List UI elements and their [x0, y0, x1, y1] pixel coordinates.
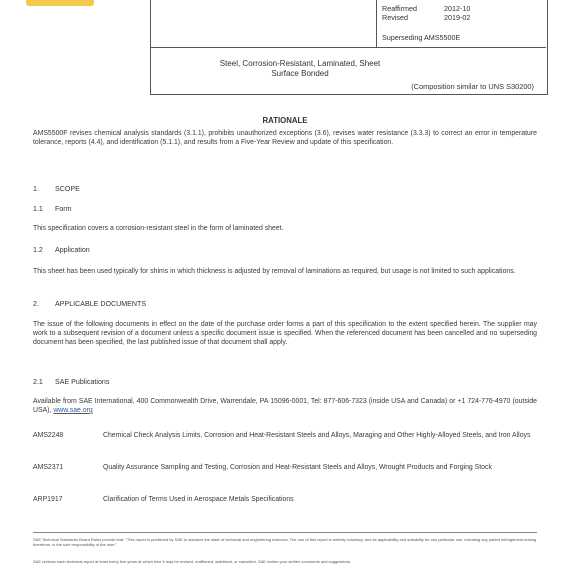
reaffirmed-label: Reaffirmed	[382, 4, 418, 13]
footer-review-note: SAE reviews each technical report at least every five years at which time it may be revised, reaffirmed, stabilized, or cancelled. SAE invites your written comments and suggestions.	[33, 559, 352, 564]
section-number: 1.1	[33, 205, 43, 213]
reaffirmed-row	[382, 4, 470, 13]
header-divider	[376, 0, 377, 47]
title-line-2: Surface Bonded	[271, 68, 329, 78]
composition: (Composition similar to UNS S30200)	[411, 82, 534, 91]
section-title: SAE Publications	[55, 378, 110, 386]
section-2-1-text	[33, 398, 537, 416]
section-number: 1.	[33, 185, 39, 193]
rationale-heading: RATIONALE	[262, 116, 308, 125]
section-1-1-heading	[33, 205, 72, 213]
reference-description: Clarification of Terms Used in Aerospace Metals Specifications	[103, 496, 294, 503]
revised-value: 2019-02	[444, 13, 471, 22]
sae-website-link[interactable]: www.sae.org	[53, 406, 93, 414]
section-number: 2.	[33, 300, 39, 308]
rationale-text: AMS5500F revises chemical analysis standards (3.1.1), prohibits unauthorized exceptions (3.6), revises water resistance (3.3.3) to correct an error in temperature tolerance, reports (4.4), and identification (5.1.1), and results from a Five-Year Review and update of this specification.	[33, 130, 537, 146]
section-title: APPLICABLE DOCUMENTS	[55, 300, 147, 308]
header-rule	[150, 47, 546, 48]
footer-divider	[33, 532, 537, 533]
section-title: SCOPE	[55, 185, 80, 193]
revised-label: Revised	[382, 13, 408, 22]
section-1-1-text: This specification covers a corrosion-resistant steel in the form of laminated sheet.	[33, 225, 284, 232]
reference-code: AMS2371	[33, 464, 64, 471]
footer-disclaimer: SAE Technical Standards Board Rules provide that: "This report is published by SAE to advance the state of technical and engineering sciences. The use of this report is entirely voluntary, and its applicability and suitability for any particular use, including any patent infringement arising therefrom, is the sole responsibility of the user."	[33, 537, 537, 548]
section-title: Application	[55, 246, 90, 254]
reaffirmed-value: 2012-10	[444, 4, 471, 13]
section-2-text: The issue of the following documents in effect on the date of the purchase order forms a part of this specification to the extent specified herein. The supplier may work to a subsequent revision of a document unless a specific document issue is specified. When the referenced document has been cancelled and no superseding document has been specified, the last published issue of that document shall apply.	[33, 321, 537, 346]
section-number: 1.2	[33, 246, 43, 254]
document-title	[150, 59, 450, 78]
sae-logo	[26, 0, 94, 6]
reference-code: AMS2248	[33, 432, 64, 439]
title-line-1: Steel, Corrosion-Resistant, Laminated, Sheet	[219, 59, 381, 68]
revised-row	[382, 13, 470, 22]
superseding: Superseding AMS5500E	[382, 33, 461, 42]
reference-description: Quality Assurance Sampling and Testing, Corrosion and Heat-Resistant Steels and Alloys, Wrought Products and Forging Stock	[103, 464, 492, 471]
sae-contact-text: Available from SAE International, 400 Commonwealth Drive, Warrendale, PA 15096-0001, Tel: 877-606-7323 (inside USA and Canada) or +1 724-776-4970 (outside USA),	[33, 398, 537, 414]
section-title: Form	[55, 205, 72, 213]
section-1-2-text: This sheet has been used typically for shims in which thickness is adjusted by removal of laminations as required, but usage is not limited to such applications.	[33, 268, 516, 275]
section-1-heading	[33, 185, 80, 193]
section-number: 2.1	[33, 378, 43, 386]
section-2-1-heading	[33, 378, 109, 386]
section-2-heading	[33, 300, 146, 308]
reference-description: Chemical Check Analysis Limits, Corrosion and Heat-Resistant Steels and Alloys, Maraging and Other Highly-Alloyed Steels, and Iron Alloys	[103, 432, 531, 439]
reference-code: ARP1917	[33, 496, 63, 503]
section-1-2-heading	[33, 246, 90, 254]
